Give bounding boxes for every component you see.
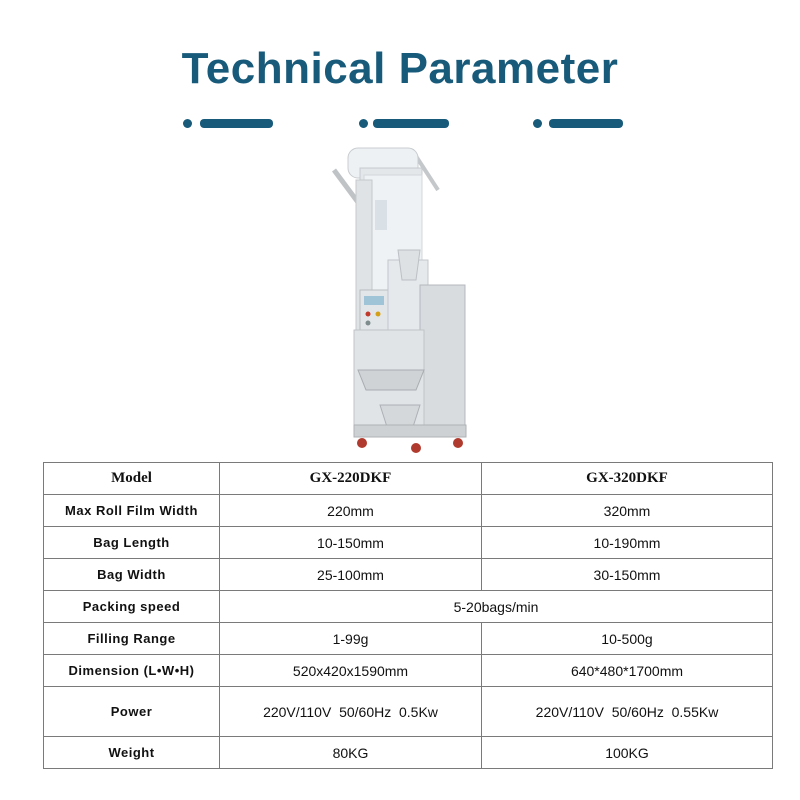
row-label: Packing speed xyxy=(44,591,220,623)
row-label: Bag Length xyxy=(44,527,220,559)
table-row xyxy=(44,687,773,737)
row-label: Power xyxy=(44,687,220,737)
row-value-b: 10-190mm xyxy=(482,527,773,559)
row-label: Filling Range xyxy=(44,623,220,655)
page-title: Technical Parameter xyxy=(181,44,619,93)
table-row xyxy=(44,623,773,655)
header-model-a: GX-220DKF xyxy=(220,463,482,495)
header-model-b: GX-320DKF xyxy=(482,463,773,495)
table-row xyxy=(44,495,773,527)
row-value-b: 320mm xyxy=(482,495,773,527)
spec-table xyxy=(43,462,773,769)
table-row xyxy=(44,591,773,623)
row-value-b: 30-150mm xyxy=(482,559,773,591)
row-value-b: 220V/110V 50/60Hz 0.55Kw xyxy=(482,687,773,737)
row-value-a: 80KG xyxy=(220,737,482,769)
row-label: Weight xyxy=(44,737,220,769)
packing-machine-image xyxy=(320,140,490,460)
row-label: Max Roll Film Width xyxy=(44,495,220,527)
row-value-a: 220mm xyxy=(220,495,482,527)
row-value-a: 520x420x1590mm xyxy=(220,655,482,687)
row-value-a: 220V/110V 50/60Hz 0.5Kw xyxy=(220,687,482,737)
row-label: Dimension (L•W•H) xyxy=(44,655,220,687)
header-model-label: Model xyxy=(44,463,220,495)
row-value-a: 25-100mm xyxy=(220,559,482,591)
row-value-b: 10-500g xyxy=(482,623,773,655)
row-value-a: 10-150mm xyxy=(220,527,482,559)
table-row xyxy=(44,559,773,591)
row-value-a: 1-99g xyxy=(220,623,482,655)
table-header-row xyxy=(44,463,773,495)
row-value-shared: 5-20bags/min xyxy=(220,591,773,623)
row-value-b: 640*480*1700mm xyxy=(482,655,773,687)
row-value-b: 100KG xyxy=(482,737,773,769)
table-row xyxy=(44,655,773,687)
row-label: Bag Width xyxy=(44,559,220,591)
table-row xyxy=(44,527,773,559)
table-row xyxy=(44,737,773,769)
